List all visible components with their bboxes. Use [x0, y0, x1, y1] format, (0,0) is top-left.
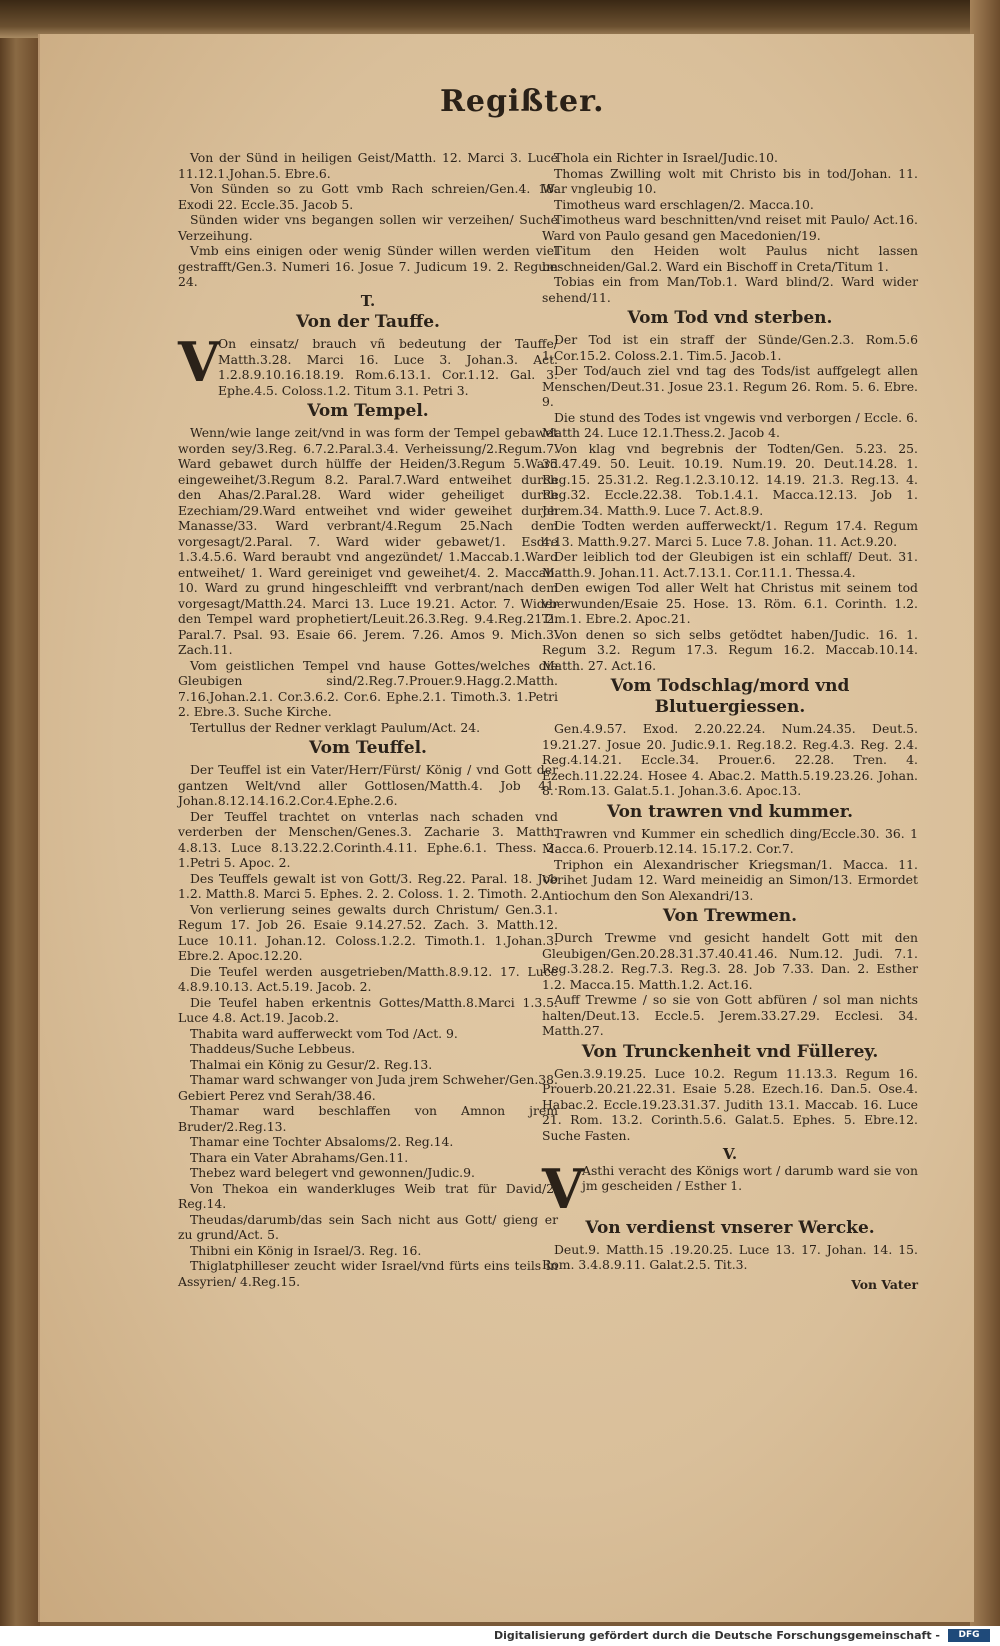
funding-note: Digitalisierung gefördert durch die Deutsche Forschungsgemeinschaft -: [493, 1629, 940, 1642]
section-heading: Vom Todschlag/mord vnd Blutuergiessen.: [610, 676, 850, 717]
register-entry: Der leiblich tod der Gleubigen ist ein schlaff/ Deut. 31. Matth.9. Johan.11. Act.7.13.1. Cor.11.1. Thessa.4.: [542, 549, 918, 580]
section-heading: Von Trunckenheit vnd Füllerey.: [581, 1041, 879, 1062]
section-letter: T.: [360, 291, 376, 310]
register-entry: Der Tod/auch ziel vnd tag des Tods/ist auffgelegt allen Menschen/Deut.31. Josue 23.1. Regum 26. Rom. 5. 6. Ebre. 9.: [542, 363, 918, 409]
register-entry: Thibni ein König in Israel/3. Reg. 16.: [190, 1242, 422, 1258]
register-entry: On einsatz/ brauch vñ bedeutung der Tauffe/ Matth.3.28. Marci 16. Luce 3. Johan.3. Act. 1.2.8.9.10.16.18.19. Rom.6.13.1. Cor.1.12. Gal. 3. Ephe.4.5. Coloss.1.2. Titum 3.1. Petri 3.: [218, 336, 558, 398]
register-entry: Die stund des Todes ist vngewis vnd verborgen / Eccle. 6. Matth 24. Luce 12.1.Thess.2. Jacob 4.: [542, 409, 918, 440]
register-entry: Thola ein Richter in Israel/Judic.10.: [554, 150, 778, 165]
register-entry: Von verlierung seines gewalts durch Christum/ Gen.3.1. Regum 17. Job 26. Esaie 9.14.27.52. Zach. 3. Matth.12. Luce 10.11. Johan.12. Coloss.1.2.2. Timoth.1. 1.Johan.3. Ebre.2. Apoc.12.20.: [178, 901, 558, 963]
register-entry: Thamar eine Tochter Absaloms/2. Reg.14.: [190, 1134, 454, 1149]
register-entry: Sünden wider vns begangen sollen wir verzeihen/ Suche Verzeihung.: [178, 212, 558, 243]
left-column: [178, 150, 558, 1289]
section-letter: V.: [722, 1145, 738, 1163]
section-heading: Von trawren vnd kummer.: [606, 801, 854, 822]
register-entry: Triphon ein Alexandrischer Kriegsman/1. Macca. 11. Verihet Judam 12. Ward meineidig an Simon/13. Ermordet Antiochum den Son Alexandri/13.: [542, 856, 918, 903]
running-head: Regißter.: [440, 84, 605, 119]
register-entry: Die Todten werden aufferweckt/1. Regum 17.4. Regum 4.13. Matth.9.27. Marci 5. Luce 7.8. Johan. 11. Act.9.20.: [542, 518, 918, 549]
register-entry: Thamar ward beschlaffen von Amnon jrem Bruder/2.Reg.13.: [178, 1103, 558, 1134]
register-entry: Thebez ward belegert vnd gewonnen/Judic.9.: [190, 1165, 475, 1180]
register-entry: Vom geistlichen Tempel vnd hause Gottes/welches die Gleubigen sind/2.Reg.7.Prouer.9.Hagg.2.Matth. 7.16.Johan.2.1. Cor.3.6.2. Cor.6. Ephe.2.1. Timoth.3. 1.Petri 2. Ebre.3. Suche Kirche.: [178, 657, 558, 719]
register-entry: Von Thekoa ein wanderkluges Weib trat für David/2. Reg.14.: [178, 1180, 558, 1211]
register-entry: Timotheus ward erschlagen/2. Macca.10.: [554, 196, 814, 212]
register-entry: Vmb eins einigen oder wenig Sünder willen werden viel gestrafft/Gen.3. Numeri 16. Josue 7. Judicum 19. 2. Regum 24.: [178, 243, 558, 289]
register-entry: Von klag vnd begrebnis der Todten/Gen. 5.23. 25. 35.47.49. 50. Leuit. 10.19. Num.19. 20. Deut.14.28. 1. Reg.15. 25.31.2. Reg.1.2.3.10.12. 14.19. 21.3. Reg.13. 4. Reg.32. Eccle.22.38. Tob.1.4.1. Macca.12.13. Job 1. Jerem.34. Matth.9. Luce 7. Act.8.9.: [542, 440, 918, 518]
section-heading: Von der Tauffe.: [296, 312, 440, 332]
register-entry: Thaddeus/Suche Lebbeus.: [190, 1041, 356, 1056]
footer-bar: [0, 1626, 1000, 1646]
register-entry: Gen.3.9.19.25. Luce 10.2. Regum 11.13.3. Regum 16. Prouerb.20.21.22.31. Esaie 5.28. Ezech.16. Dan.5. Ose.4. Habac.2. Eccle.19.23.31.37. Judith 13.1. Maccab. 16. Luce 21. Rom. 13.2. Corinth.5.6. Galat.5. Ephes. 5. Ebre.12. Suche Fasten.: [542, 1065, 918, 1143]
register-entry: Von der Sünd in heiligen Geist/Matth. 12. Marci 3. Luce 11.12.1.Johan.5. Ebre.6.: [178, 150, 558, 181]
register-entry: Theudas/darumb/das sein Sach nicht aus Gott/ gieng er zu grund/Act. 5.: [178, 1211, 558, 1242]
register-entry: Der Teuffel ist ein Vater/Herr/Fürst/ König / vnd Gott der gantzen Welt/vnd aller Gottlosen/Matth.4. Job 41. Johan.8.12.14.16.2.Cor.4.Ephe.2.6.: [178, 762, 558, 808]
catchword: Von Vater: [851, 1276, 918, 1292]
dfg-logo: DFG: [948, 1629, 990, 1642]
register-entry: Des Teuffels gewalt ist von Gott/3. Reg.22. Paral. 18. Job 1.2. Matth.8. Marci 5. Ephes. 2. 2. Coloss. 1. 2. Timoth. 2.: [178, 870, 558, 901]
section-heading: Vom Tempel.: [307, 401, 429, 421]
register-entry: Thara ein Vater Abrahams/Gen.11.: [190, 1149, 409, 1165]
register-entry: Thomas Zwilling wolt mit Christo bis in tod/Johan. 11. War vngleubig 10.: [542, 165, 918, 196]
register-entry: Trawren vnd Kummer ein schedlich ding/Eccle.30. 36. 1 Macca.6. Prouerb.12.14. 15.17.2. Cor.7.: [542, 825, 918, 856]
dropcap-paragraph: [178, 330, 558, 398]
section-heading: Vom Tod vnd sterben.: [627, 308, 833, 328]
register-entry: Die Teufel haben erkentnis Gottes/Matth.8.Marci 1.3.5. Luce 4.8. Act.19. Jacob.2.: [178, 994, 558, 1025]
top-edge: [0, 0, 1000, 38]
register-entry: Von denen so sich selbs getödtet haben/Judic. 16. 1. Regum 3.2. Regum 17.3. Regum 16.2. Maccab.10.14. Matth. 27. Act.16.: [542, 626, 918, 673]
register-entry: Wenn/wie lange zeit/vnd in was form der Tempel gebawet worden sey/3.Reg. 6.7.2.Paral.3.4. Verheissung/2.Regum.7. Ward gebawet durch hülffe der Heiden/3.Regum 5.Ward eingeweihet/3.Regum 8.2. Paral.7.Ward entweihet durch den Ahas/2.Paral.28. Ward wider geheiliget durch Ezechiam/29.Ward entweihet vnd wider geweihet durch Manasse/33. Ward verbrant/4.Regum 25.Nach dem vorgesagt/2.Paral. 7. Ward wider gebawet/1. Esdre 1.3.4.5.6. Ward beraubt vnd angezündet/ 1.Maccab.1.Ward entweihet/ 1. Ward gereiniget vnd geweihet/4. 2. Maccab. 10. Ward zu grund hingeschleifft vnd verbrant/nach dem vorgesagt/Matth.24. Marci 13. Luce 19.21. Actor. 7. Wider den Tempel ward prophetiert/Leuit.26.3.Reg. 9.4.Reg.21.2. Paral.7. Psal. 93. Esaie 66. Jerem. 7.26. Amos 9. Mich.3. Zach.11.: [178, 425, 558, 657]
register-entry: Von Sünden so zu Gott vmb Rach schreien/Gen.4. 18. Exodi 22. Eccle.35. Jacob 5.: [178, 181, 558, 212]
register-entry: Durch Trewme vnd gesicht handelt Gott mit den Gleubigen/Gen.20.28.31.37.40.41.46. Num.12. Judi. 7.1. Reg.3.28.2. Reg.7.3. Reg.3. 28. Job 7.33. Dan. 2. Esther 1.2. Macca.15. Matth.1.2. Act.16.: [542, 930, 918, 992]
register-entry: Gen.4.9.57. Exod. 2.20.22.24. Num.24.35. Deut.5. 19.21.27. Josue 20. Judic.9.1. Reg.18.2. Reg.4.3. Reg. 2.4. Reg.4.14.21. Eccle.34. Prouer.6. 22.28. Tren. 4. Ezech.11.22.24. Hosee 4. Abac.2. Matth.5.19.23.26. Johan. 8. Rom.13. Galat.5.1. Johan.3.6. Apoc.13.: [542, 721, 918, 798]
register-entry: Asthi veracht des Königs wort / darumb ward sie von jm gescheiden / Esther 1.: [582, 1162, 918, 1193]
register-entry: Auff Trewme / so sie von Gott abfüren / sol man nichts halten/Deut.13. Eccle.5. Jerem.33.27.29. Ecclesi. 34. Matth.27.: [542, 992, 918, 1038]
section-heading: Von Trewmen.: [662, 906, 798, 926]
section-heading: Vom Teuffel.: [309, 738, 427, 758]
register-entry: Den ewigen Tod aller Welt hat Christus mit seinem tod vberwunden/Esaie 25. Hose. 13. Röm. 6.1. Corinth. 1.2. Tim.1. Ebre.2. Apoc.21.: [542, 580, 918, 626]
right-edge: [970, 0, 1000, 1626]
dropcap-letter: V: [542, 1156, 584, 1221]
register-entry: Titum den Heiden wolt Paulus nicht lassen beschneiden/Gal.2. Ward ein Bischoff in Creta/Titum 1.: [542, 243, 918, 274]
register-entry: Die Teufel werden ausgetrieben/Matth.8.9.12. 17. Luce 4.8.9.10.13. Act.5.19. Jacob. 2.: [178, 963, 558, 994]
register-entry: Tobias ein from Man/Tob.1. Ward blind/2. Ward wider sehend/11.: [542, 274, 918, 305]
register-entry: Timotheus ward beschnitten/vnd reiset mit Paulo/ Act.16. Ward von Paulo gesand gen Macedonien/19.: [542, 212, 918, 243]
register-entry: Thiglatphilleser zeucht wider Israel/vnd fürts eins teils in Assyrien/ 4.Reg.15.: [178, 1258, 558, 1289]
register-entry: Deut.9. Matth.15 .19.20.25. Luce 13. 17. Johan. 14. 15. Rom. 3.4.8.9.11. Galat.2.5. Tit.3.: [542, 1241, 918, 1272]
dropcap-letter: V: [178, 330, 220, 394]
section-heading: Von verdienst vnserer Wercke.: [585, 1217, 875, 1238]
book-binding: [0, 0, 40, 1626]
register-entry: Thamar ward schwanger von Juda jrem Schweher/Gen.38. Gebiert Perez vnd Serah/38.46.: [178, 1072, 558, 1103]
register-entry: Der Teuffel trachtet on vnterlas nach schaden vnd verderben der Menschen/Genes.3. Zacharie 3. Matth. 4.8.13. Luce 8.13.22.2.Corinth.4.11. Ephe.6.1. Thess. 2. 1.Petri 5. Apoc. 2.: [178, 808, 558, 870]
register-entry: Der Tod ist ein straff der Sünde/Gen.2.3. Rom.5.6 1.Cor.15.2. Coloss.2.1. Tim.5. Jacob.1.: [542, 332, 918, 363]
right-column: [542, 150, 918, 1292]
register-entry: Thabita ward aufferweckt vom Tod /Act. 9.: [190, 1025, 458, 1041]
register-entry: Tertullus der Redner verklagt Paulum/Act. 24.: [190, 719, 481, 735]
register-entry: Thalmai ein König zu Gesur/2. Reg.13.: [190, 1056, 433, 1072]
dropcap-paragraph: [542, 1156, 918, 1221]
